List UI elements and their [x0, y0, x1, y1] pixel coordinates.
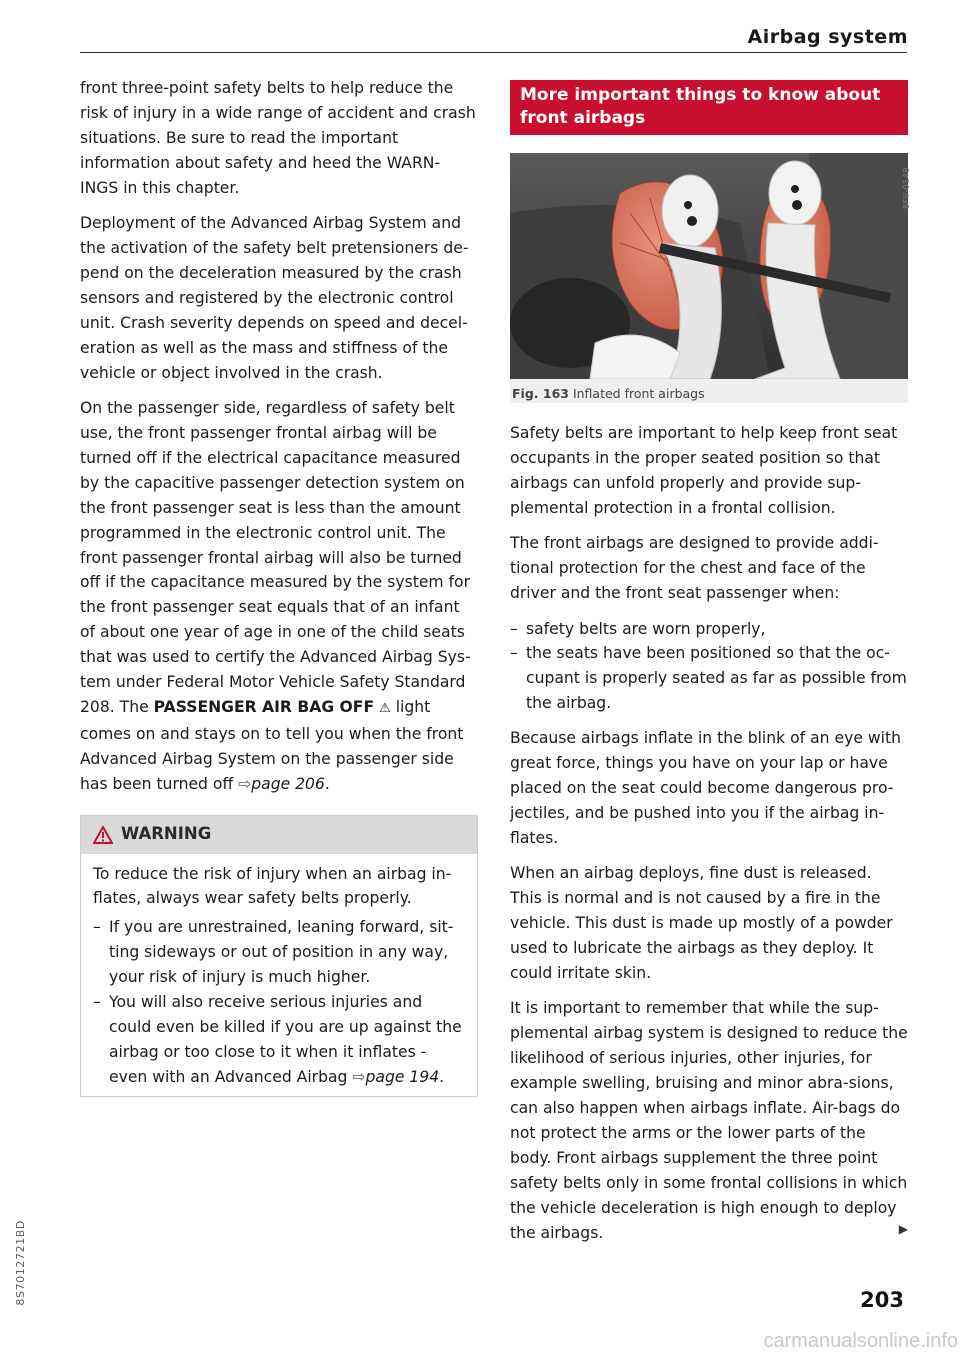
paragraph: Because airbags inflate in the blink of an eye with great force, things you have on your lap or have placed on the seat could become dangerous pro-jectiles, and be pushed into you if the airbag in-flates.: [510, 729, 901, 847]
airbag-off-indicator-icon: ⚠: [379, 700, 391, 716]
passenger-airbag-off-label: PASSENGER AIR BAG OFF: [153, 697, 375, 716]
cross-reference-arrow-icon: ⇨: [238, 774, 252, 793]
paragraph: front three-point safety belts to help reduce the risk of injury in a wide range of accident and crash situations. Be sure to read the important information about safety and heed the WARN-INGS in this chapter.: [80, 79, 476, 197]
continue-arrow-icon: ▶: [898, 1221, 908, 1236]
page-header-title: Airbag system: [747, 26, 908, 48]
warning-title: WARNING: [121, 824, 212, 844]
figure-163: [510, 153, 911, 403]
warning-intro: To reduce the risk of injury when an airbag in-flates, always wear safety belts properly.: [93, 864, 452, 908]
list-item: – safety belts are worn properly,: [510, 619, 766, 638]
figure-code: 8FV-0148: [902, 167, 911, 209]
warning-body: [81, 854, 477, 1096]
page-206-link[interactable]: page 206: [251, 774, 325, 793]
document-code: 8S7012721BD: [14, 1220, 27, 1306]
figure-caption: Fig. 163 Inflated front airbags: [512, 386, 705, 401]
warning-box: [80, 815, 478, 1097]
list-item: – the seats have been positioned so that the oc-cupant is properly seated as far as possible from the airbag.: [510, 644, 907, 713]
cross-reference-arrow-icon: ⇨: [352, 1067, 366, 1086]
warning-triangle-icon: [93, 826, 113, 844]
inflated-front-airbags-illustration: [510, 153, 911, 379]
section-heading: More important things to know about front airbags: [510, 80, 908, 135]
warning-list-item: – If you are unrestrained, leaning forward, sit-ting sideways or out of position in any way, your risk of injury is much higher.: [93, 918, 454, 987]
page-number: 203: [860, 1288, 904, 1312]
paragraph: The front airbags are designed to provide addi-tional protection for the chest and face of the driver and the front seat passenger when:: [510, 534, 879, 603]
left-column: [80, 76, 478, 1097]
conditions-list: [510, 617, 908, 717]
page-194-link[interactable]: page 194: [365, 1067, 440, 1086]
paragraph: On the passenger side, regardless of safety belt use, the front passenger frontal airbag will be turned off if the electrical capacitance measured by the capacitive passenger detection system on the front passenger seat is less than the amount programmed in the electronic control unit. The front passenger frontal airbag will also be turned off if the capacitance measured by the system for the front passenger seat equals that of an infant of about one year of age in one of the child seats that was used to certify the Advanced Airbag Sys-tem under Federal Motor Vehicle Safety Standard 208. The PASSENGER AIR BAG OFF ⚠ light comes on and stays on to tell you when the front Advanced Airbag System on the passenger side has been turned off ⇨page 206.: [80, 399, 471, 793]
warning-list-item: – You will also receive serious injuries and could even be killed if you are up against the airbag or too close to it when it inflates - even with an Advanced Airbag ⇨page 194.: [93, 993, 462, 1086]
right-column: [510, 80, 911, 1256]
paragraph: When an airbag deploys, fine dust is released. This is normal and is not caused by a fire in the vehicle. This dust is made up mostly of a powder used to lubricate the airbags as they deploy. It could irritate skin.: [510, 864, 893, 982]
paragraph: It is important to remember that while the sup-plemental airbag system is designed to reduce the likelihood of serious injuries, other injuries, for example swelling, bruising and minor abra-sions, can also happen when airbags inflate. Air-bags do not protect the arms or the lower parts of the body. Front airbags supplement the three point safety belts only in some frontal collisions in which the vehicle deceleration is high enough to deploy the airbags. ▶: [510, 999, 908, 1242]
header-divider: [80, 52, 907, 53]
paragraph: Safety belts are important to help keep front seat occupants in the proper seated position so that airbags can unfold properly and provide sup-plemental protection in a frontal collision.: [510, 424, 898, 517]
paragraph: Deployment of the Advanced Airbag System and the activation of the safety belt pretensioners de-pend on the deceleration measured by the crash sensors and registered by the electronic control unit. Crash severity depends on speed and decel-eration as well as the mass and stiffness of the vehicle or object involved in the crash.: [80, 214, 469, 382]
warning-header: [81, 816, 477, 854]
watermark: carmanualsonline.info: [763, 1330, 958, 1352]
